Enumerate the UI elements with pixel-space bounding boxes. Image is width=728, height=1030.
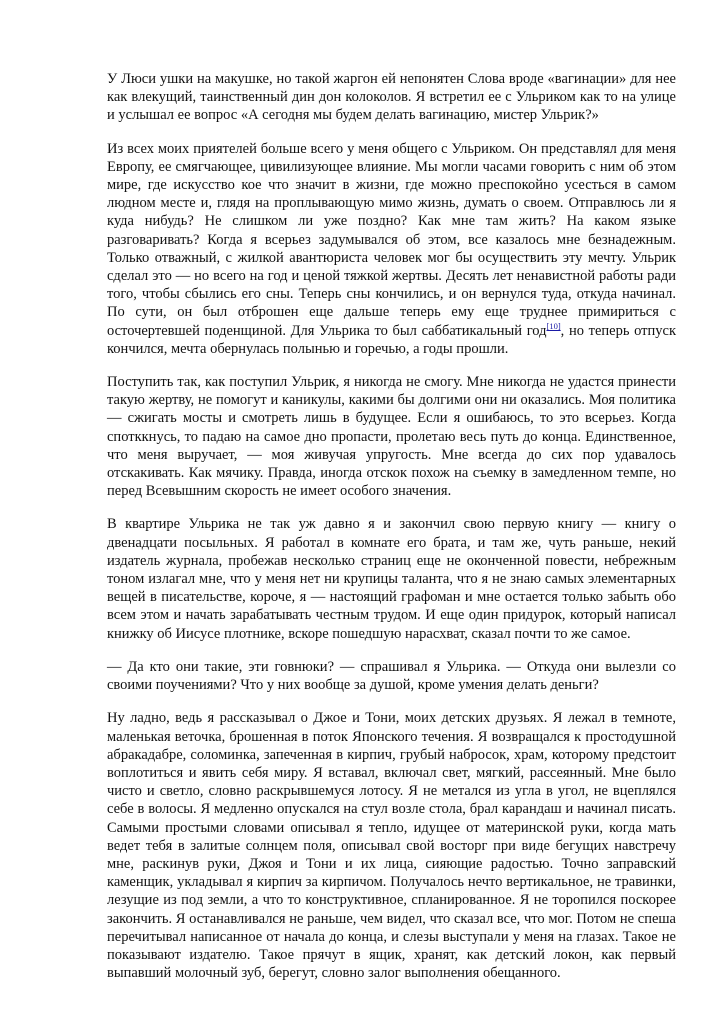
paragraph-text-continued: , но теперь отпуск кончился, мечта обернулась полынью и горечью, а годы прошли.: [107, 322, 677, 357]
paragraph-lucy: [107, 70, 676, 125]
paragraph-first-book: [107, 515, 676, 642]
paragraph-text: У Люси ушки на макушке, но такой жаргон ей непонятен Слова вроде «вагинации» для нее как влекущий, таинственный дин дон колоколов. Я встретил ее с Ульриком как то на улице и услышал ее вопрос «А сегодня мы будем делать вагинацию, мистер Ульрик?»: [107, 71, 676, 124]
paragraph-dialogue: [107, 658, 676, 694]
paragraph-text: — Да кто они такие, эти говнюки? — спрашивал я Ульрика. — Откуда они вылезли со своими поучениями? Что у них вообще за душой, кроме умения делать деньги?: [107, 658, 676, 694]
paragraph-joey-tony: [107, 709, 676, 982]
paragraph-text: В квартире Ульрика не так уж давно я и закончил свою первую книгу — книгу о двенадцати посыльных. Я работал в комнате его брата, и там же, чуть раньше, некий издатель журнала, пробежав несколько страниц еще не оконченной повести, небрежным тоном излагал мне, что у меня нет ни крупицы таланта, что я не знаю самых элементарных вещей в писательстве, короче, я — настоящий графоман и мне остается только забыть обо всем этом и начать зарабатывать честным трудом. И еще один придурок, который написал книжку об Иисусе плотнике, вскоре пошедшую нарасхват, сказал почти то же самое.: [107, 516, 676, 642]
paragraph-sacrifice: [107, 373, 676, 500]
footnote-link[interactable]: [10]: [546, 320, 561, 331]
paragraph-ulrik-europe: [107, 140, 676, 358]
paragraph-text: Ну ладно, ведь я рассказывал о Джое и Тони, моих детских друзьях. Я лежал в темноте, маленькая веточка, брошенная в поток Японского течения. Я возвращался к простодушной абракадабре, соломинка, запеченная в кирпич, грубый набросок, храм, которому предстоит воплотиться и явить себя миру. Я вставал, включал свет, мягкий, рассеянный. Мне было чисто и светло, словно раскрывшемуся лотосу. Я не метался из угла в угол, не вцеплялся себе в волосы. Я медленно опускался на стул возле стола, брал карандаш и начинал писать. Самыми простыми словами описывал я тепло, идущее от материнской руки, когда мать ведет тебя в залитые солнцем поля, описывал свой восторг при виде бегущих навстречу мне, раскинув руки, Джоя и Тони и их лица, сияющие радостью. Точно заправский каменщик, укладывал я кирпич за кирпичом. Получалось нечто вертикальное, не травинки, лезущие из под земли, а что то конструктивное, спланированное. Я не торопился поскорее закончить. Я останавливался не раньше, чем видел, что сказал все, что мог. Потом не спеша перечитывал написанное от начала до конца, и слезы выступали у меня на глазах. Такое не показывают издателю. Такое прячут в ящик, хранят, как детский локон, как первый выпавший молочный зуб, берегут, словно залог выполнения обещанного.: [107, 710, 676, 982]
paragraph-text: Поступить так, как поступил Ульрик, я никогда не смогу. Мне никогда не удастся принести такую жертву, не помогут и каникулы, какими бы долгими они ни оказались. Моя политика — сжигать мосты и смотреть лишь в будущее. Если я ошибаюсь, то это всерьез. Когда спотккнусь, то падаю на самое дно пропасти, пролетаю весь путь до конца. Единственное, что меня выручает, — моя живучая упругость. Мне всегда до сих пор удавалось отскакивать. Как мячику. Правда, иногда отскок похож на съемку в замедленном темпе, но перед Всевышним скорость не имеет особого значения.: [107, 374, 676, 500]
paragraph-text: Из всех моих приятелей больше всего у меня общего с Ульриком. Он представлял для меня Европу, ее смягчающее, цивилизующее влияние. Мы могли часами говорить с ним об этом мире, где искусство кое что значит в жизни, где можно преспокойно усесться в самом людном месте и, глядя на проплывающую мимо жизнь, думать о своем. Отправлюсь ли я куда нибудь? Не слишком ли уже поздно? Как мне там жить? На каком языке разговаривать? Когда я всерьез задумывался об этом, все казалось мне безнадежным. Только отважный, с жилкой авантюриста человек мог бы осуществить эту мечту. Ульрик сделал это — но всего на год и ценой тяжкой жертвы. Десять лет ненавистной работы ради того, чтобы сбылись его сны. Теперь сны кончились, и он вернулся туда, откуда начинал. По сути, он был отброшен еще дальше теперь ему еще труднее примириться с осточертевшей поденщиной. Для Ульрика то был саббатикальный год: [107, 140, 676, 339]
